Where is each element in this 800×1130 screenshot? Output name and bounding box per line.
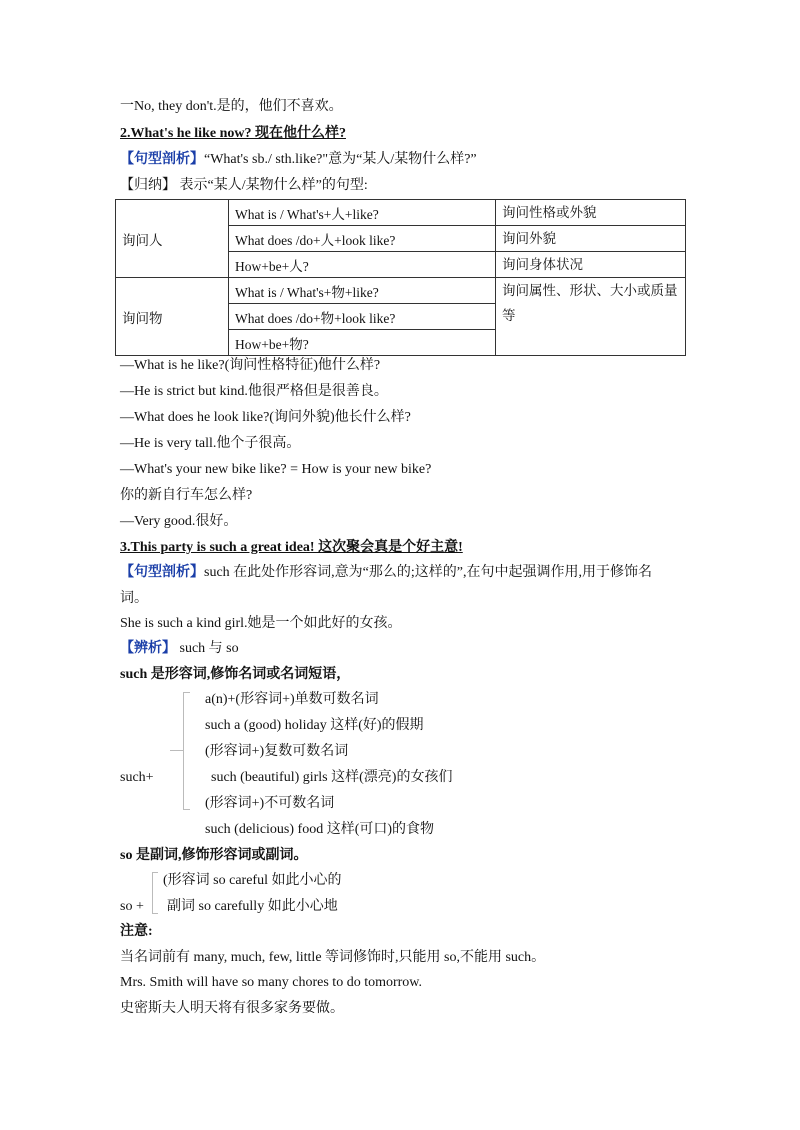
sentence-analysis-2 xyxy=(120,150,477,170)
summary-line xyxy=(120,176,368,196)
desc-cell: 询问外貌 xyxy=(496,226,686,252)
example-line: 你的新自行车怎么样? xyxy=(120,488,253,503)
example-line: —What does he look like?(询问外貌)他长什么样? xyxy=(120,410,411,425)
category-thing: 询问物 xyxy=(116,278,229,356)
such-item: such (beautiful) girls 这样(漂亮)的女孩们 xyxy=(211,770,453,785)
such-item: a(n)+(形容词+)单数可数名词 xyxy=(205,692,379,707)
sentence-analysis-3 xyxy=(120,563,652,583)
so-item: (形容词 so careful 如此小心的 xyxy=(163,873,342,888)
analysis-text: such 在此处作形容词,意为“那么的;这样的”,在句中起强调作用,用于修饰名 xyxy=(204,565,652,580)
such-item: such a (good) holiday 这样(好)的假期 xyxy=(205,718,424,733)
pattern-table xyxy=(115,199,686,356)
pattern-cell: How+be+人? xyxy=(229,252,496,278)
analysis-text: “What's sb./ sth.like?"意为“某人/某物什么样?” xyxy=(204,152,477,167)
desc-cell: 询问属性、形状、大小或质量等 xyxy=(496,278,686,356)
such-brace-tick xyxy=(170,750,183,751)
table-row xyxy=(116,200,686,226)
comparison-line xyxy=(120,639,239,659)
such-heading: such 是形容词,修饰名词或名词短语， xyxy=(120,667,351,682)
section-heading-2: 2.What's he like now? 现在他什么样? xyxy=(120,126,346,141)
such-item: such (delicious) food 这样(可口)的食物 xyxy=(205,822,435,837)
section-heading-3: 3.This party is such a great idea! 这次聚会真是个好主意! xyxy=(120,540,463,555)
such-item: (形容词+)不可数名词 xyxy=(205,796,335,811)
example-line: —What is he like?(询问性格特征)他什么样? xyxy=(120,358,381,373)
pattern-cell: What does /do+人+look like? xyxy=(229,226,496,252)
answer-line: 一No, they don't.是的，他们不喜欢。 xyxy=(120,99,343,114)
example-line: —He is strict but kind.他很严格但是很善良。 xyxy=(120,384,388,399)
note-line: 当名词前有 many, much, few, little 等词修饰时,只能用 so,不能用 such。 xyxy=(120,950,546,965)
pattern-cell: What is / What's+人+like? xyxy=(229,200,496,226)
so-heading: so 是副词,修饰形容词或副词。 xyxy=(120,848,308,863)
summary-tag: 【归纳】 xyxy=(120,178,176,193)
so-item: 副词 so carefully 如此小心地 xyxy=(167,899,338,914)
note-example: Mrs. Smith will have so many chores to do tomorrow. xyxy=(120,975,423,990)
pattern-cell: What does /do+物+look like? xyxy=(229,304,496,330)
desc-cell: 询问性格或外貌 xyxy=(496,200,686,226)
so-label: so + xyxy=(120,899,144,914)
analysis-tag: 【句型剖析】 xyxy=(120,152,204,167)
pattern-cell: How+be+物? xyxy=(229,330,496,356)
example-line: —He is very tall.他个子很高。 xyxy=(120,436,301,451)
example-line: —Very good.很好。 xyxy=(120,514,238,529)
comparison-text: such 与 so xyxy=(176,641,239,656)
such-item: (形容词+)复数可数名词 xyxy=(205,744,349,759)
desc-cell: 询问身体状况 xyxy=(496,252,686,278)
table-row xyxy=(116,278,686,304)
such-label: such+ xyxy=(120,770,154,785)
analysis-tag: 【句型剖析】 xyxy=(120,565,204,580)
so-brace xyxy=(152,872,158,914)
category-person: 询问人 xyxy=(116,200,229,278)
pattern-cell: What is / What's+物+like? xyxy=(229,278,496,304)
such-brace xyxy=(183,692,190,810)
analysis-continuation: 词。 xyxy=(120,591,148,606)
example-line: She is such a kind girl.她是一个如此好的女孩。 xyxy=(120,616,402,631)
example-line: —What's your new bike like? = How is your new bike? xyxy=(120,462,432,477)
note-heading: 注意: xyxy=(120,924,153,939)
note-translation: 史密斯夫人明天将有很多家务要做。 xyxy=(120,1001,344,1016)
comparison-tag: 【辨析】 xyxy=(120,641,176,656)
summary-text: 表示“某人/某物什么样”的句型: xyxy=(176,178,368,193)
